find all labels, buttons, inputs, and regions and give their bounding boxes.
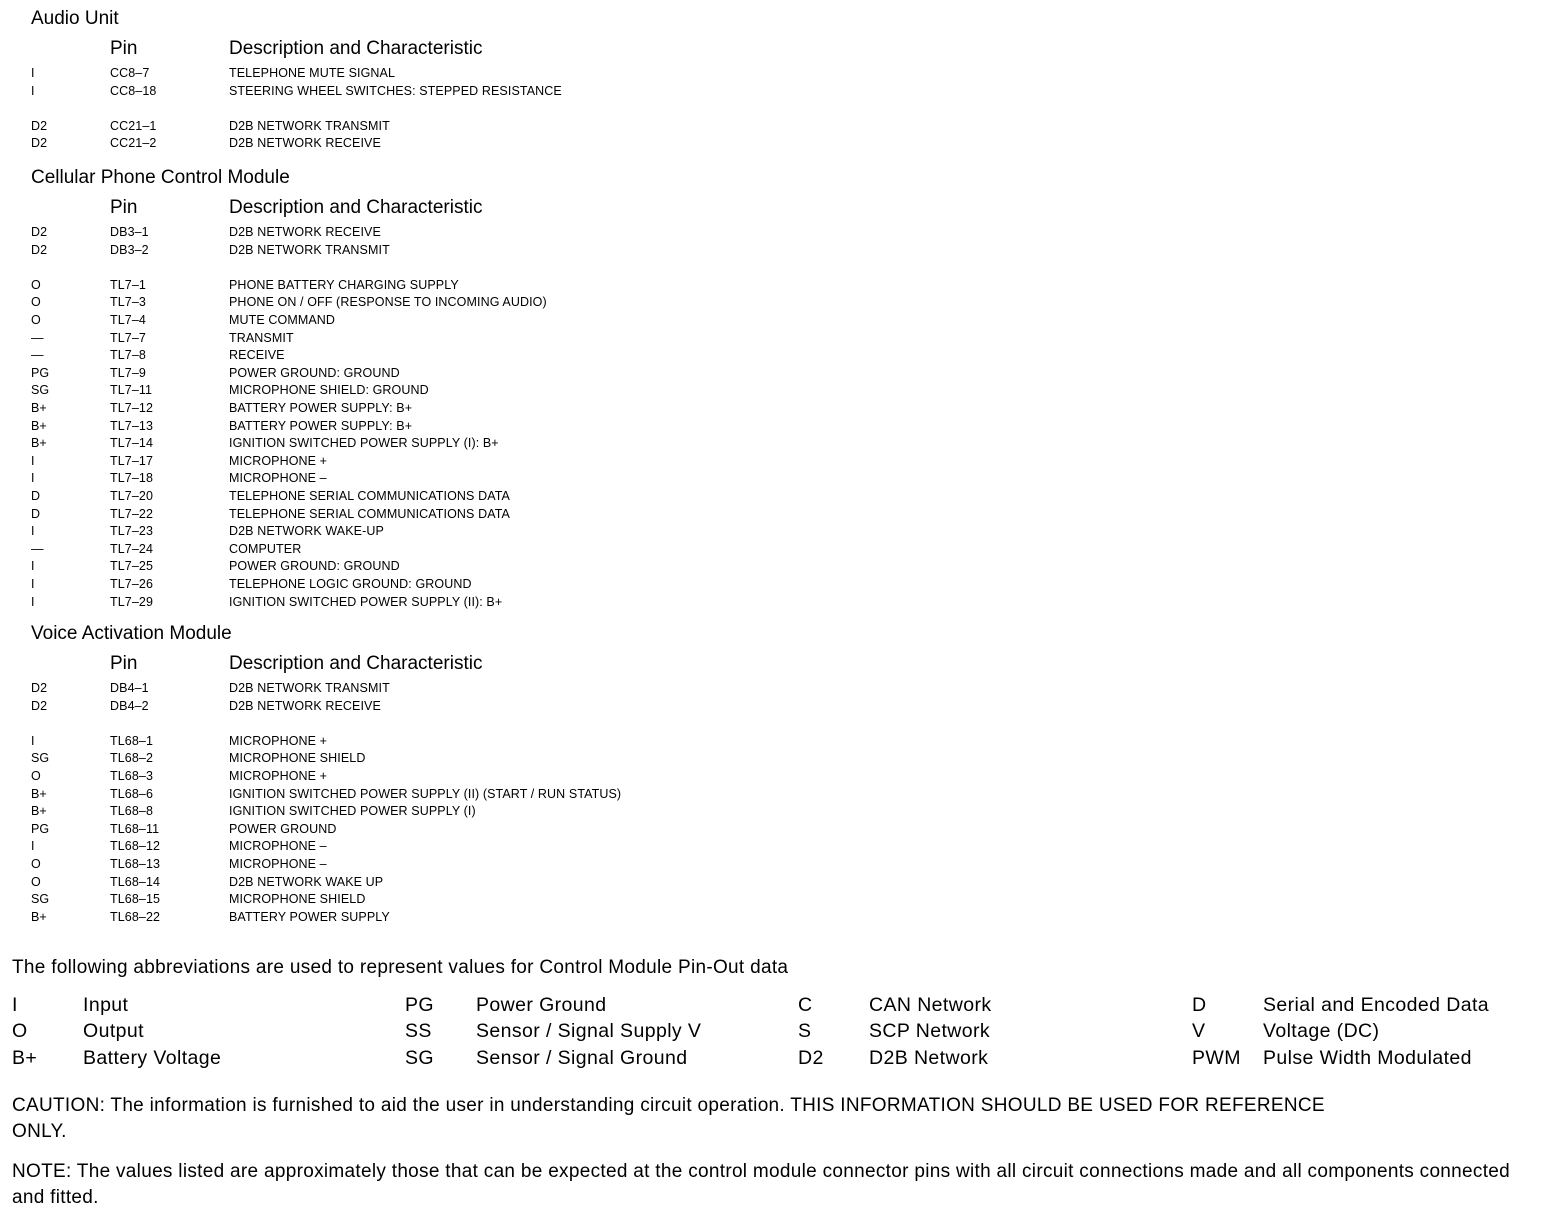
- pin-type: SG: [31, 383, 50, 398]
- pin-description: BATTERY POWER SUPPLY: B+: [229, 418, 413, 433]
- pin-type: O: [31, 295, 41, 310]
- pin-id: TL7–1: [110, 277, 146, 292]
- pin-type: I: [31, 594, 35, 609]
- pin-type: —: [31, 348, 44, 363]
- pin-description: MICROPHONE SHIELD: GROUND: [229, 383, 429, 398]
- pin-description: MICROPHONE +: [229, 733, 328, 748]
- pin-description: MICROPHONE +: [229, 453, 328, 468]
- pin-description: BATTERY POWER SUPPLY: [229, 909, 390, 924]
- pin-description: TRANSMIT: [229, 330, 294, 345]
- abbreviation-code: I: [12, 994, 18, 1016]
- pin-id: TL68–12: [110, 839, 161, 854]
- pin-id: TL7–25: [110, 559, 153, 574]
- pin-description: D2B NETWORK RECEIVE: [229, 225, 381, 239]
- pin-description: D2B NETWORK RECEIVE: [229, 698, 381, 713]
- pin-type: B+: [31, 909, 47, 924]
- pin-id: TL7–11: [110, 383, 153, 398]
- pin-id: DB4–1: [110, 681, 149, 695]
- pin-description: D2B NETWORK WAKE-UP: [229, 524, 384, 539]
- pin-id: TL7–23: [110, 524, 153, 539]
- pin-type: B+: [31, 786, 47, 801]
- pin-id: TL68–2: [110, 751, 153, 766]
- pin-description: MICROPHONE SHIELD: [229, 751, 366, 766]
- note-text: NOTE: The values listed are approximately those that can be expected at the control module connector pins with all circuit connections made and all components connected and fitted.: [12, 1161, 1511, 1208]
- pin-type: I: [31, 839, 35, 854]
- pin-description: POWER GROUND: GROUND: [229, 365, 400, 380]
- pin-id: TL68–22: [110, 909, 161, 924]
- abbreviation-meaning: Power Ground: [476, 994, 607, 1016]
- pin-description: STEERING WHEEL SWITCHES: STEPPED RESISTANCE: [229, 83, 562, 98]
- abbreviation-meaning: Output: [83, 1020, 144, 1042]
- abbreviation-code: O: [12, 1020, 28, 1042]
- abbreviation-meaning: CAN Network: [869, 994, 992, 1016]
- pin-type: SG: [31, 751, 50, 766]
- pin-id: TL68–8: [110, 804, 153, 819]
- abbreviation-meaning: SCP Network: [869, 1020, 991, 1042]
- pin-type: I: [31, 733, 35, 748]
- pin-id: DB3–1: [110, 225, 149, 239]
- pin-id: TL7–13: [110, 418, 153, 433]
- pin-type: O: [31, 277, 41, 292]
- pin-id: TL68–1: [110, 733, 153, 748]
- column-header-description: Description and Characteristic: [229, 38, 483, 59]
- column-header-pin: Pin: [110, 197, 138, 218]
- abbreviation-meaning: Battery Voltage: [83, 1047, 222, 1069]
- pin-id: TL7–9: [110, 365, 146, 380]
- pin-id: TL68–6: [110, 786, 153, 801]
- pin-type: D2: [31, 118, 48, 133]
- pin-id: TL68–13: [110, 857, 161, 871]
- pin-description: PHONE BATTERY CHARGING SUPPLY: [229, 277, 459, 292]
- pin-id: TL7–26: [110, 577, 153, 591]
- pin-description: IGNITION SWITCHED POWER SUPPLY (II) (START / RUN STATUS): [229, 786, 622, 801]
- abbreviation-code: S: [798, 1020, 812, 1042]
- pin-id: CC21–1: [110, 118, 157, 133]
- pin-type: O: [31, 874, 41, 889]
- pin-description: D2B NETWORK TRANSMIT: [229, 242, 390, 257]
- section-title: Voice Activation Module: [31, 623, 232, 644]
- pin-id: TL7–4: [110, 313, 146, 327]
- pin-description: MICROPHONE –: [229, 857, 327, 871]
- pin-description: D2B NETWORK RECEIVE: [229, 136, 381, 151]
- pin-type: —: [31, 330, 44, 345]
- abbreviation-meaning: D2B Network: [869, 1047, 989, 1069]
- pin-description: COMPUTER: [229, 541, 302, 556]
- pin-type: PG: [31, 821, 50, 836]
- pin-type: B+: [31, 401, 47, 415]
- pin-description: IGNITION SWITCHED POWER SUPPLY (I): B+: [229, 436, 499, 451]
- pin-id: CC8–7: [110, 66, 150, 80]
- abbreviations-intro: The following abbreviations are used to represent values for Control Module Pin-Out data: [12, 957, 789, 978]
- pin-type: D2: [31, 698, 48, 713]
- pin-description: D2B NETWORK TRANSMIT: [229, 118, 390, 133]
- pin-id: TL7–20: [110, 489, 153, 503]
- pin-id: TL68–3: [110, 769, 153, 783]
- abbreviation-code: SS: [405, 1020, 432, 1042]
- abbreviation-code: V: [1192, 1020, 1206, 1042]
- pin-type: I: [31, 83, 35, 98]
- pin-description: TELEPHONE LOGIC GROUND: GROUND: [229, 577, 472, 591]
- pin-description: POWER GROUND: GROUND: [229, 559, 400, 574]
- column-header-pin: Pin: [110, 38, 138, 59]
- pin-id: TL7–14: [110, 436, 153, 451]
- pin-description: BATTERY POWER SUPPLY: B+: [229, 401, 413, 415]
- pin-id: TL7–18: [110, 471, 153, 486]
- abbreviation-meaning: Sensor / Signal Ground: [476, 1047, 688, 1069]
- column-header-description: Description and Characteristic: [229, 653, 483, 674]
- pin-id: TL7–7: [110, 330, 146, 345]
- pin-description: MICROPHONE –: [229, 839, 327, 854]
- pin-type: B+: [31, 804, 47, 819]
- pin-id: TL7–17: [110, 453, 153, 468]
- abbreviation-meaning: Pulse Width Modulated: [1263, 1047, 1472, 1069]
- pin-id: TL68–14: [110, 874, 161, 889]
- pin-id: DB4–2: [110, 698, 149, 713]
- section-title: Cellular Phone Control Module: [31, 167, 290, 188]
- pin-type: O: [31, 857, 41, 871]
- abbreviation-code: B+: [12, 1047, 38, 1069]
- column-header-description: Description and Characteristic: [229, 197, 483, 218]
- pin-id: DB3–2: [110, 242, 149, 257]
- pin-type: PG: [31, 365, 50, 380]
- abbreviation-code: C: [798, 994, 813, 1016]
- pin-type: O: [31, 769, 41, 783]
- abbreviation-code: D: [1192, 994, 1207, 1016]
- pin-type: D: [31, 506, 41, 521]
- pin-id: TL7–3: [110, 295, 146, 310]
- pin-type: D2: [31, 136, 48, 151]
- pin-type: D2: [31, 225, 48, 239]
- pin-description: MICROPHONE +: [229, 769, 328, 783]
- pin-type: —: [31, 541, 44, 556]
- pin-description: PHONE ON / OFF (RESPONSE TO INCOMING AUDIO): [229, 295, 547, 310]
- abbreviation-code: D2: [798, 1047, 824, 1069]
- pin-type: B+: [31, 418, 47, 433]
- pin-id: TL7–29: [110, 594, 153, 609]
- pin-id: TL7–24: [110, 541, 153, 556]
- pin-id: TL7–12: [110, 401, 153, 415]
- pin-type: I: [31, 577, 35, 591]
- pin-description: TELEPHONE SERIAL COMMUNICATIONS DATA: [229, 506, 510, 521]
- abbreviation-code: PG: [405, 994, 434, 1016]
- pin-type: O: [31, 313, 41, 327]
- pin-id: CC8–18: [110, 83, 157, 98]
- abbreviation-meaning: Sensor / Signal Supply V: [476, 1020, 702, 1042]
- pin-description: TELEPHONE SERIAL COMMUNICATIONS DATA: [229, 489, 510, 503]
- pin-type: I: [31, 453, 35, 468]
- abbreviation-meaning: Serial and Encoded Data: [1263, 994, 1490, 1016]
- pin-id: TL7–8: [110, 348, 146, 363]
- pin-type: I: [31, 471, 35, 486]
- pin-description: MUTE COMMAND: [229, 313, 336, 327]
- pin-type: D2: [31, 681, 48, 695]
- abbreviation-code: SG: [405, 1047, 434, 1069]
- pin-id: TL68–15: [110, 892, 161, 907]
- abbreviation-code: PWM: [1192, 1047, 1241, 1069]
- pin-description: RECEIVE: [229, 348, 285, 363]
- pin-description: POWER GROUND: [229, 821, 337, 836]
- pin-description: D2B NETWORK WAKE UP: [229, 874, 384, 889]
- pin-type: I: [31, 559, 35, 574]
- pin-type: I: [31, 66, 35, 80]
- pin-id: TL7–22: [110, 506, 153, 521]
- pin-type: D2: [31, 242, 48, 257]
- pin-description: IGNITION SWITCHED POWER SUPPLY (II): B+: [229, 594, 503, 609]
- pin-description: TELEPHONE MUTE SIGNAL: [229, 66, 396, 80]
- abbreviation-meaning: Input: [83, 994, 129, 1016]
- column-header-pin: Pin: [110, 653, 138, 674]
- pin-type: SG: [31, 892, 50, 907]
- pin-description: MICROPHONE SHIELD: [229, 892, 366, 907]
- pin-type: B+: [31, 436, 47, 451]
- pin-description: D2B NETWORK TRANSMIT: [229, 681, 390, 695]
- abbreviation-meaning: Voltage (DC): [1263, 1020, 1380, 1042]
- pin-type: D: [31, 489, 41, 503]
- caution-text: CAUTION: The information is furnished to aid the user in understanding circuit operation. THIS INFORMATION SHOULD BE USED FOR REFERENCE ONLY.: [12, 1095, 1325, 1142]
- pin-description: MICROPHONE –: [229, 471, 327, 486]
- pin-description: IGNITION SWITCHED POWER SUPPLY (I): [229, 804, 476, 819]
- pin-id: CC21–2: [110, 136, 157, 151]
- section-title: Audio Unit: [31, 8, 119, 29]
- pin-type: I: [31, 524, 35, 539]
- pin-id: TL68–11: [110, 821, 160, 836]
